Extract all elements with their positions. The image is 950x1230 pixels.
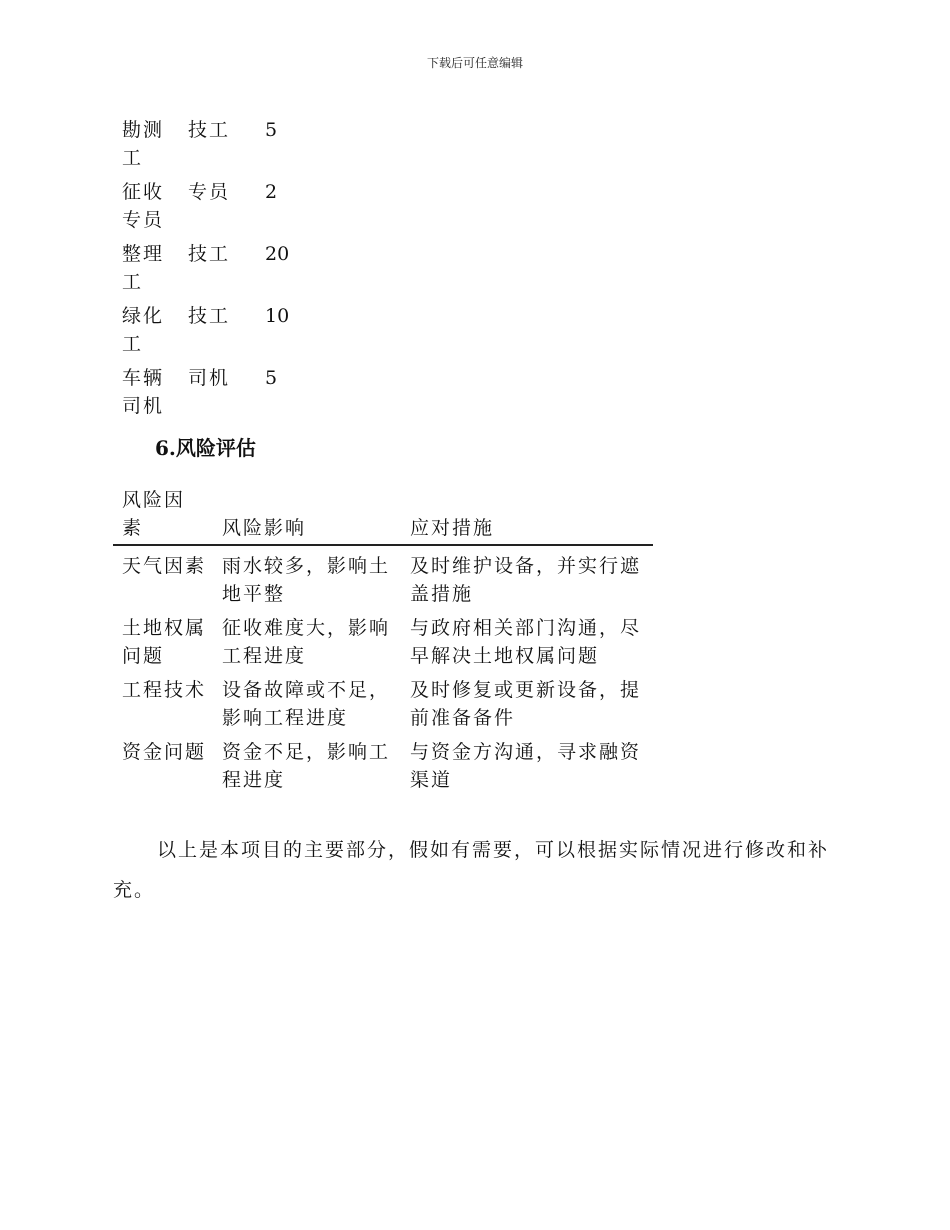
risk-measure: 与政府相关部门沟通，尽早解决土地权属问题 (410, 617, 642, 667)
staff-type: 技工 (188, 119, 231, 141)
conclusion-paragraph: 以上是本项目的主要部分，假如有需要，可以根据实际情况进行修改和补充。 (113, 839, 830, 901)
staff-count: 5 (265, 367, 278, 389)
staff-role: 勘测工 (122, 119, 165, 169)
risk-row (113, 676, 653, 732)
risk-row (113, 552, 653, 608)
staff-count: 5 (265, 119, 278, 141)
staff-type: 技工 (188, 243, 231, 265)
staff-table (122, 116, 325, 426)
risk-effect: 征收难度大，影响工程进度 (222, 617, 391, 667)
risk-effect: 设备故障或不足，影响工程进度 (222, 679, 391, 729)
risk-row (113, 738, 653, 794)
risk-factor: 工程技术 (122, 679, 207, 701)
staff-row (122, 240, 325, 296)
risk-measure: 及时维护设备，并实行遮盖措施 (410, 555, 642, 605)
risk-factor: 土地权属问题 (122, 617, 207, 667)
risk-measure: 与资金方沟通，寻求融资渠道 (410, 741, 642, 791)
header-factor: 风险因素 (122, 489, 186, 539)
risk-factor: 天气因素 (122, 555, 207, 577)
staff-role: 绿化工 (122, 305, 165, 355)
header-effect: 风险影响 (222, 517, 307, 539)
risk-effect: 资金不足，影响工程进度 (222, 741, 391, 791)
risk-table-header (113, 486, 653, 546)
staff-type: 技工 (188, 305, 231, 327)
section-title: 6.风险评估 (155, 436, 256, 460)
header-measure: 应对措施 (410, 517, 495, 539)
staff-count: 10 (265, 305, 290, 327)
risk-row (113, 614, 653, 670)
risk-table (113, 486, 653, 794)
staff-count: 2 (265, 181, 278, 203)
risk-effect: 雨水较多，影响土地平整 (222, 555, 391, 605)
page-header: 下载后可任意编辑 (426, 56, 523, 70)
staff-row (122, 302, 325, 358)
staff-type: 司机 (188, 367, 231, 389)
staff-role: 车辆司机 (122, 367, 165, 417)
staff-row (122, 364, 325, 420)
risk-measure: 及时修复或更新设备，提前准备备件 (410, 679, 642, 729)
risk-factor: 资金问题 (122, 741, 207, 763)
staff-count: 20 (265, 243, 290, 265)
staff-role: 征收专员 (122, 181, 165, 231)
staff-row (122, 116, 325, 172)
staff-row (122, 178, 325, 234)
staff-type: 专员 (188, 181, 231, 203)
staff-role: 整理工 (122, 243, 165, 293)
